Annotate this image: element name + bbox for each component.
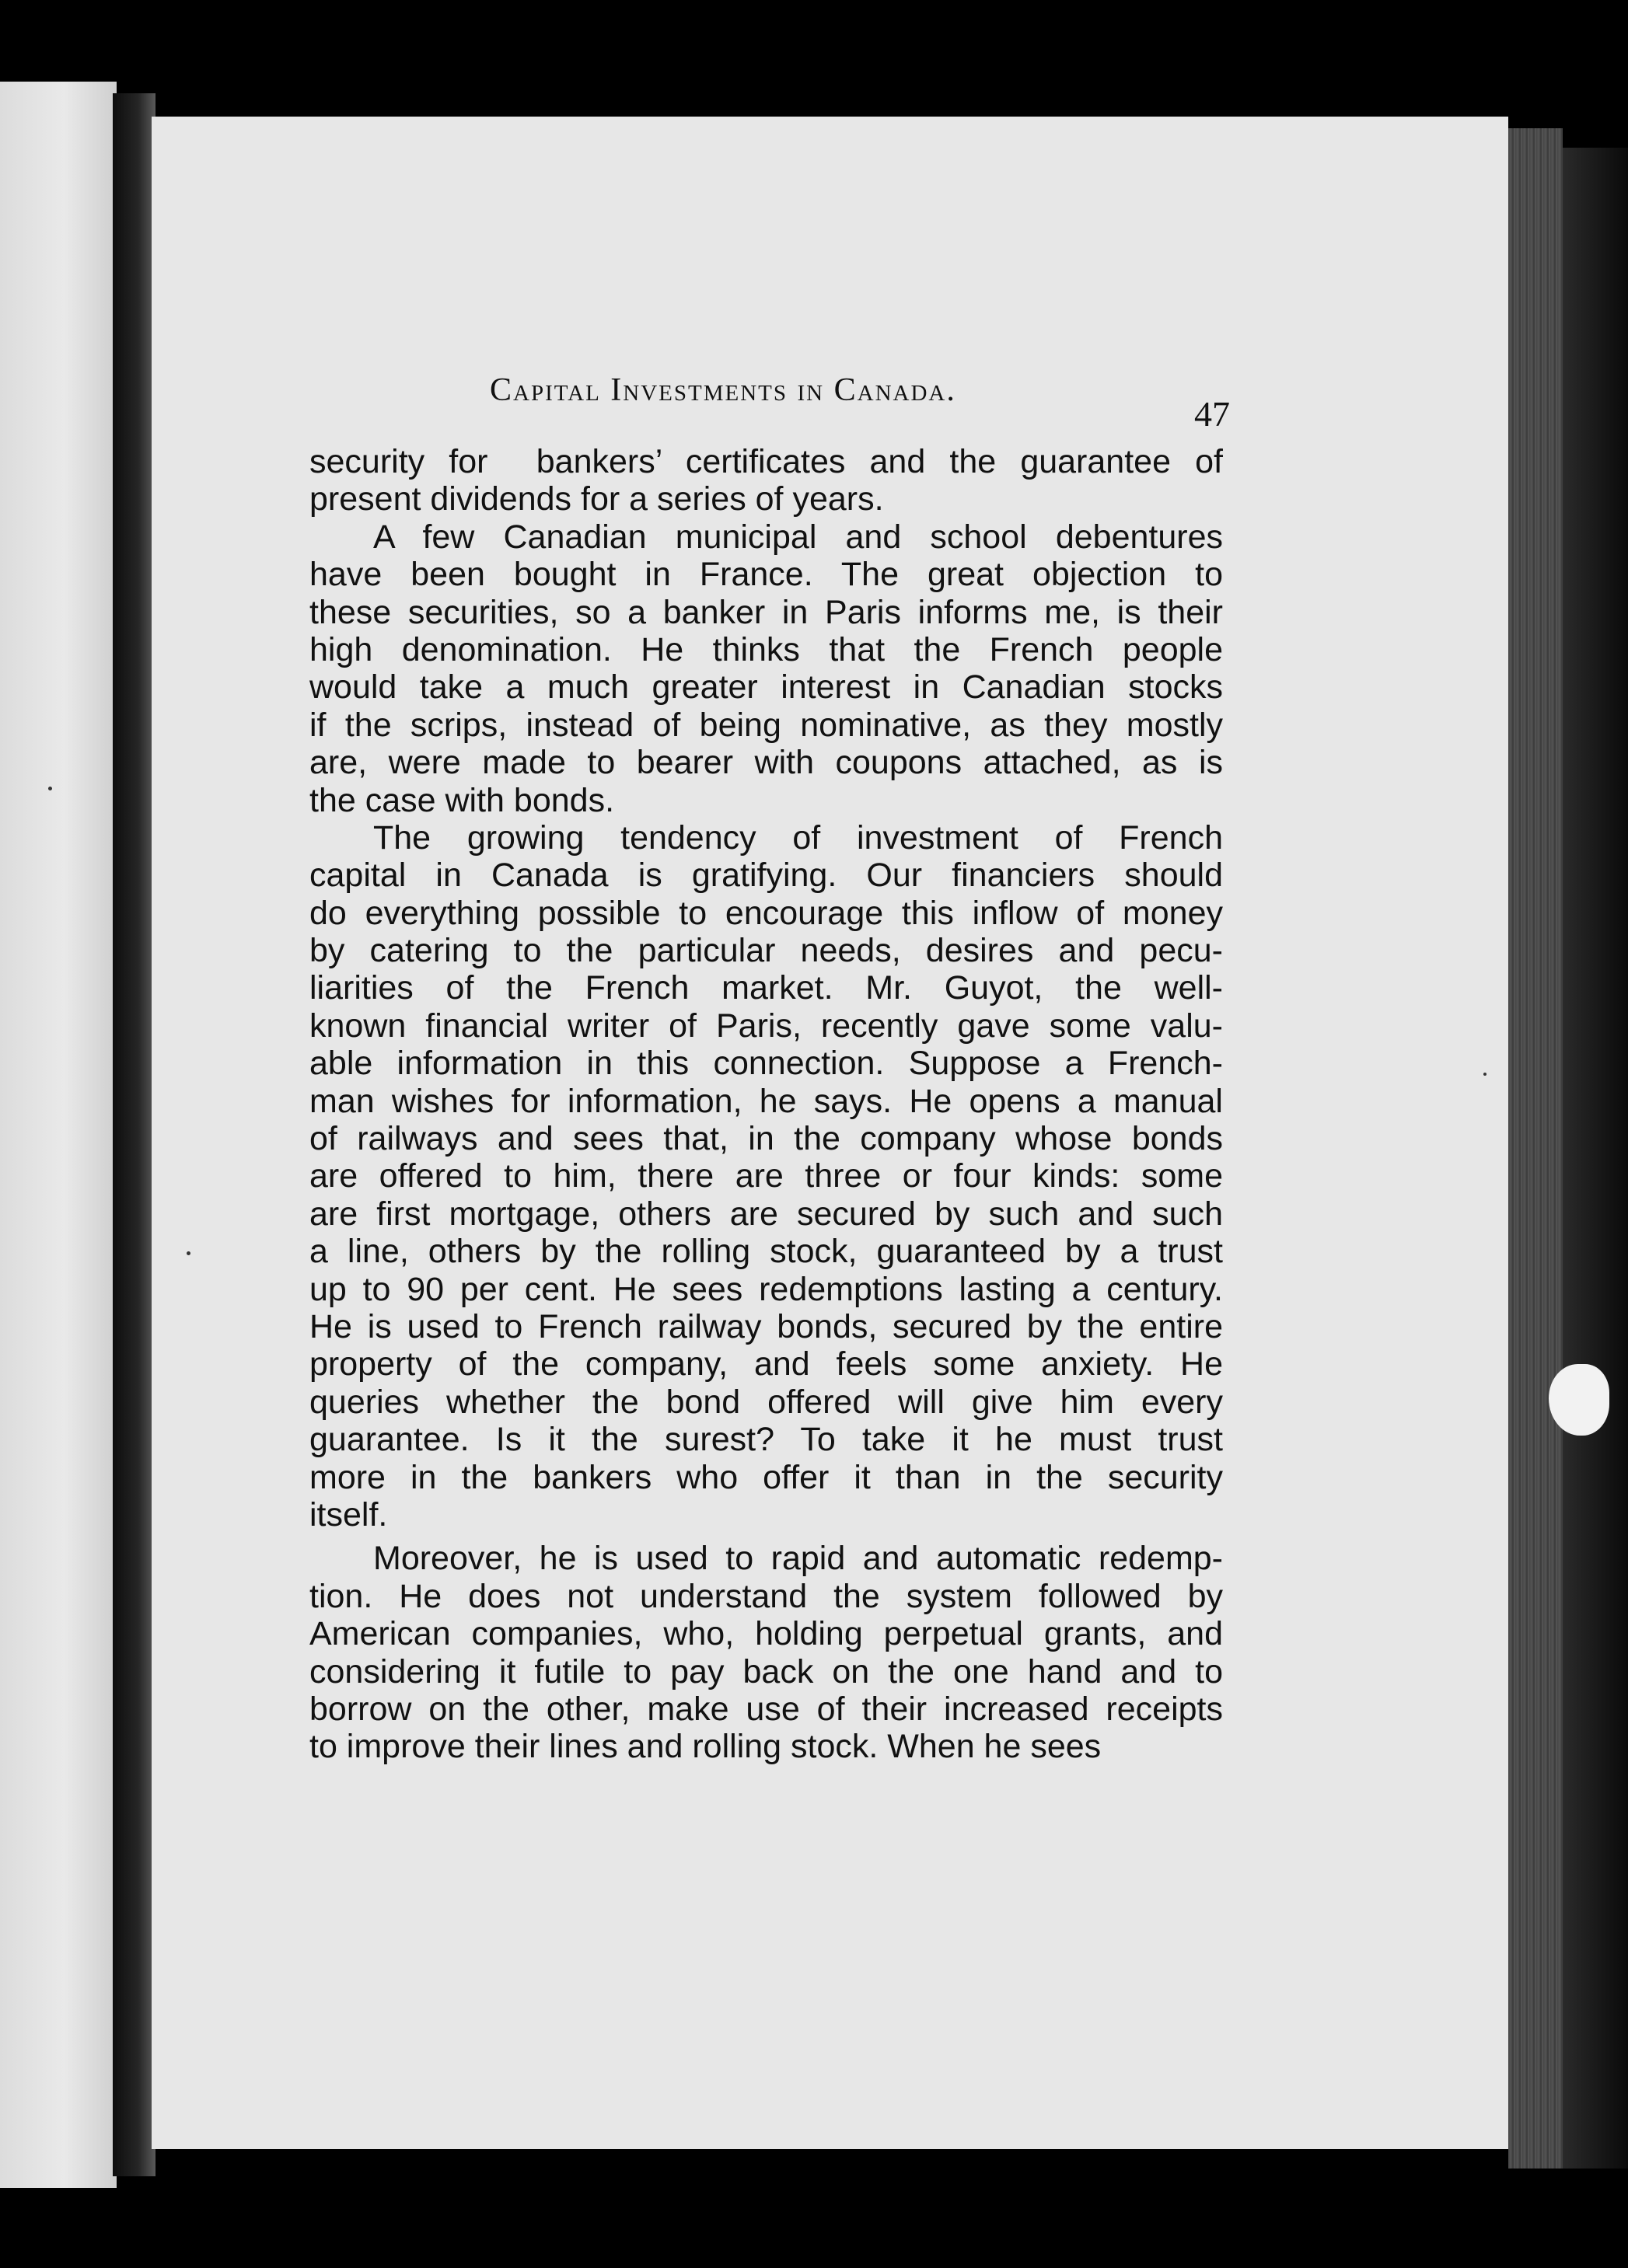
paragraph (309, 1540, 1223, 1765)
text-line: tion. He does not understand the system followed by (309, 1577, 1223, 1615)
text-line: security for bankers’ certificates and the guarantee of (309, 443, 1223, 480)
text-line: man wishes for information, he says. He opens a manual (309, 1082, 1223, 1120)
paragraph (309, 819, 1223, 1534)
text-line: if the scrips, instead of being nominative, as they mostly (309, 706, 1223, 744)
text-line: queries whether the bond offered will give him every (309, 1383, 1223, 1421)
text-line: up to 90 per cent. He sees redemptions lasting a century. (309, 1270, 1223, 1308)
text-line: would take a much greater interest in Canadian stocks (309, 668, 1223, 707)
paragraph-spacing (309, 1534, 1223, 1540)
running-head (490, 372, 1267, 409)
text-line: guarantee. Is it the surest? To take it he must trust (309, 1421, 1223, 1459)
body-text (309, 443, 1223, 1766)
text-line: The growing tendency of investment of French (373, 818, 1223, 857)
paragraph (309, 443, 1223, 518)
text-line: to improve their lines and rolling stock. When he sees (309, 1728, 1102, 1766)
text-line: are, were made to bearer with coupons attached, as is (309, 744, 1223, 782)
text-line: known financial writer of Paris, recently gave some valu- (309, 1007, 1223, 1045)
text-line: American companies, who, holding perpetual grants, and (309, 1615, 1223, 1653)
text-line: Moreover, he is used to rapid and automatic redemp- (373, 1540, 1223, 1578)
gutter-shadow (113, 93, 155, 2176)
text-line: are first mortgage, others are secured by such and such (309, 1195, 1223, 1233)
text-line: He is used to French railway bonds, secured by the entire (309, 1307, 1223, 1345)
paragraph (309, 518, 1223, 819)
text-line: liarities of the French market. Mr. Guyot, the well- (309, 969, 1223, 1007)
text-line: by catering to the particular needs, desires and pecu- (309, 932, 1223, 970)
page-number: 47 (1194, 394, 1230, 434)
previous-page-edge (0, 82, 117, 2188)
text-line: able information in this connection. Suppose a French- (309, 1045, 1223, 1083)
text-line: are offered to him, there are three or four kinds: some (309, 1157, 1223, 1195)
text-line: do everything possible to encourage this inflow of money (309, 894, 1223, 932)
text-line: high denomination. He thinks that the French people (309, 630, 1223, 668)
text-line: of railways and sees that, in the company whose bonds (309, 1120, 1223, 1158)
speck-mark (187, 1251, 190, 1255)
page-tab-mark (1549, 1364, 1609, 1436)
speck-mark (1483, 1073, 1487, 1076)
speck-mark (48, 787, 52, 790)
text-line: more in the bankers who offer it than in the security (309, 1458, 1223, 1496)
text-line: the case with bonds. (309, 781, 615, 819)
text-line: a line, others by the rolling stock, guaranteed by a trust (309, 1233, 1223, 1271)
text-line: have been bought in France. The great objection to (309, 556, 1223, 594)
text-line: considering it futile to pay back on the one hand and to (309, 1652, 1223, 1691)
text-line: A few Canadian municipal and school debentures (373, 518, 1223, 556)
text-line: capital in Canada is gratifying. Our financiers should (309, 857, 1223, 895)
text-line: itself. (309, 1495, 388, 1534)
page-fore-edge (1508, 128, 1563, 2169)
book-edge-shadow (1563, 148, 1628, 2169)
text-line: present dividends for a series of years. (309, 480, 884, 518)
running-head-title: Capital Investments in Canada. (490, 372, 956, 408)
text-line: these securities, so a banker in Paris informs me, is their (309, 593, 1223, 631)
text-line: property of the company, and feels some anxiety. He (309, 1345, 1223, 1383)
text-line: borrow on the other, make use of their increased receipts (309, 1690, 1223, 1728)
